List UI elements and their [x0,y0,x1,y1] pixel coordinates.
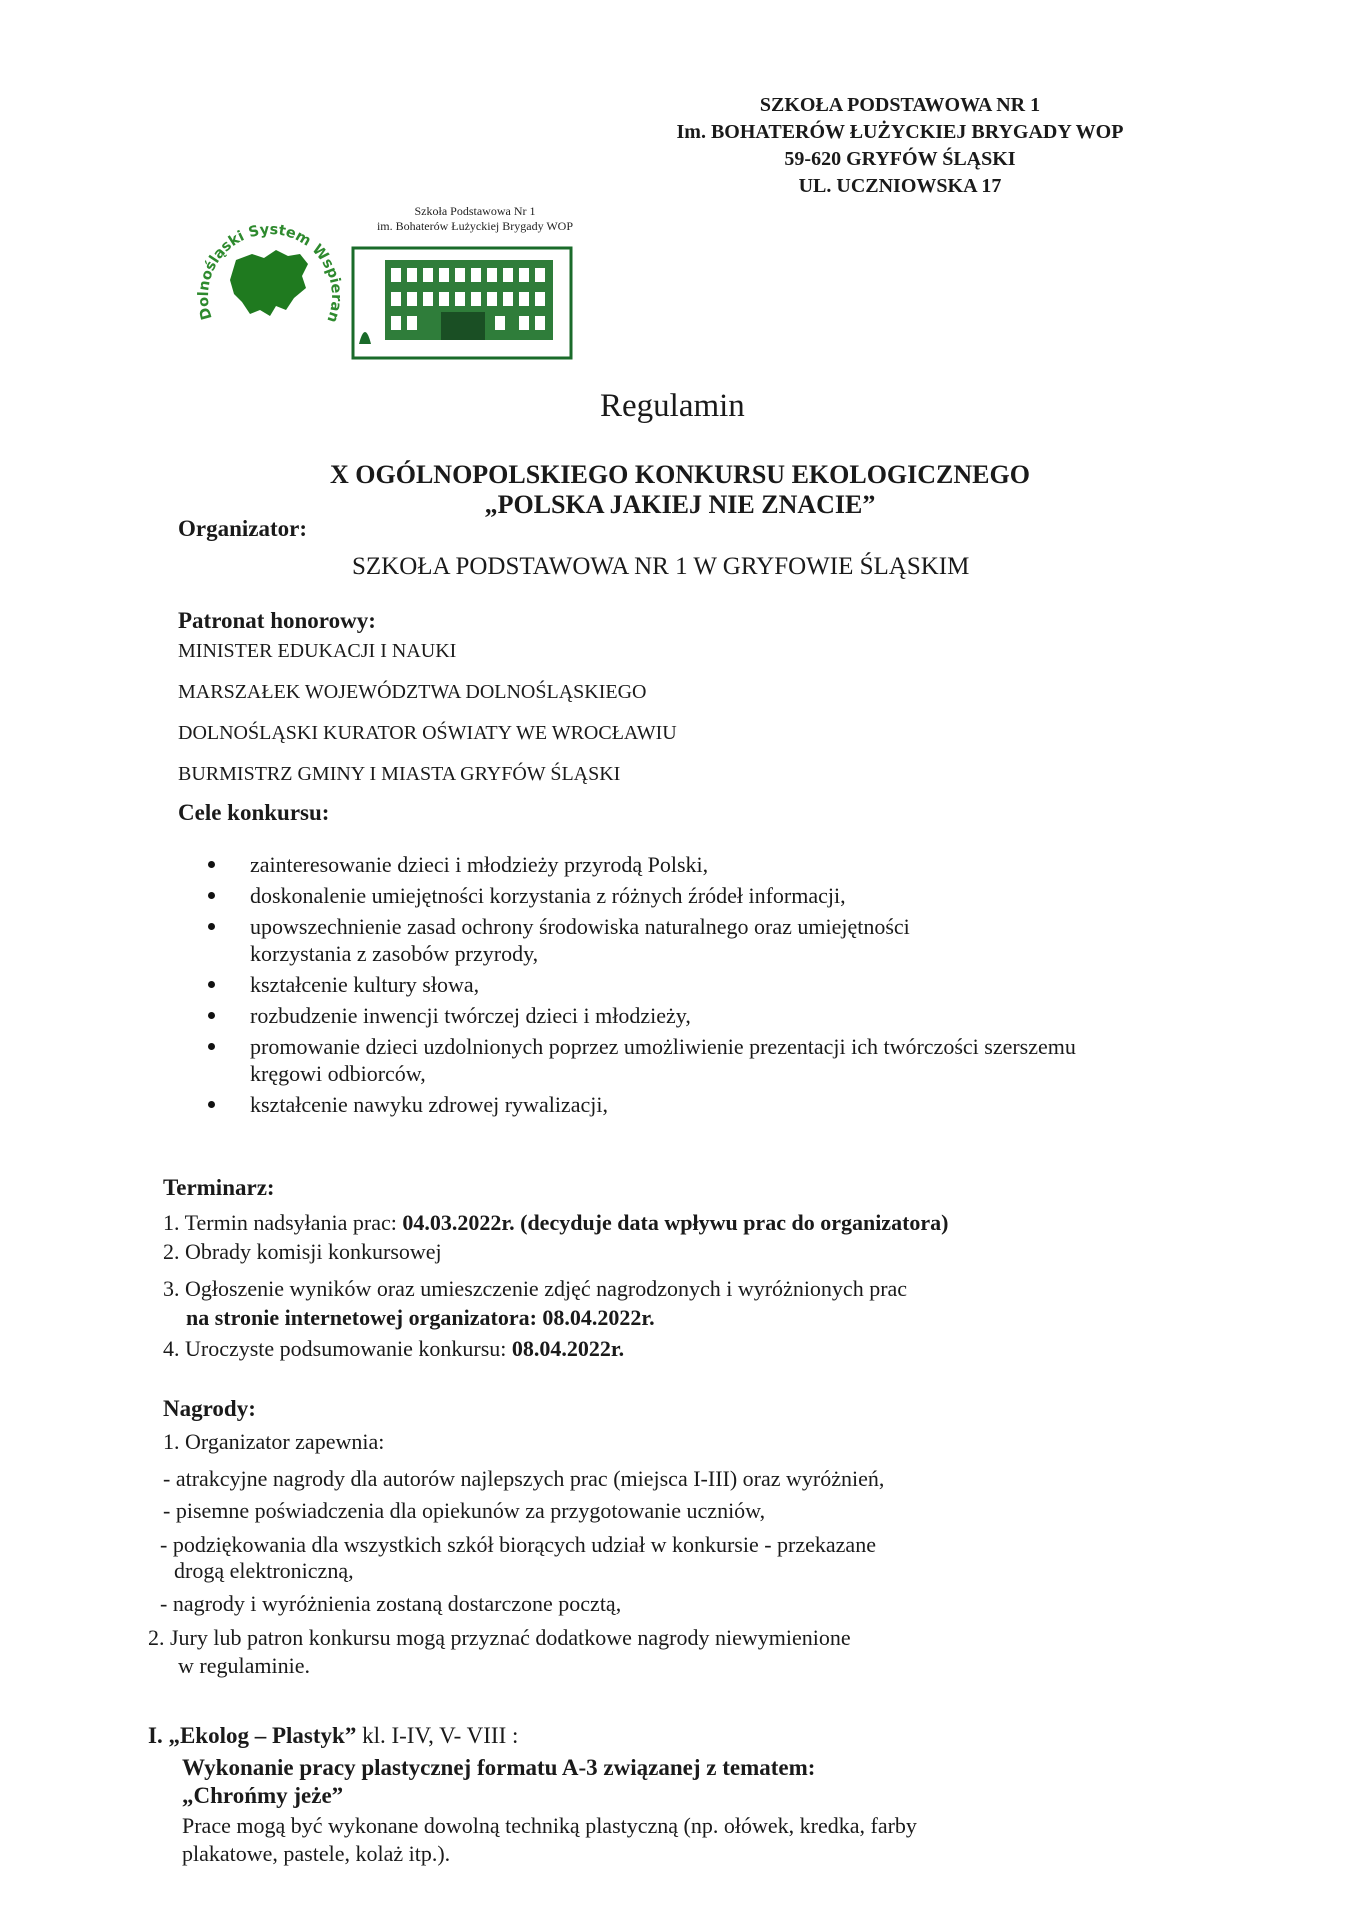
school-building-image [345,234,605,372]
category-1-theme: „Chrońmy jeże” [182,1783,344,1808]
patronage-label: Patronat honorowy: [178,608,376,633]
contest-title-line-1: X OGÓLNOPOLSKIEGO KONKURSU EKOLOGICZNEGO [330,460,1030,489]
prizes-line: 1. Organizator zapewnia: [163,1429,385,1454]
dss-logo [190,198,350,378]
schedule-item-1: 1. Termin nadsyłania prac: 04.03.2022r. (decyduje data wpływu prac do organizatora) [163,1210,949,1235]
dss-logo-graphic [190,198,350,378]
prizes-line: w regulaminie. [178,1653,310,1678]
category-1-desc-1: Prace mogą być wykonane dowolną techniką plastyczną (np. ołówek, kredka, farby [182,1813,917,1838]
prizes-line: drogą elektroniczną, [174,1558,354,1583]
list-item: kształcenie kultury słowa, [208,971,1148,998]
patronage-item: DOLNOŚLĄSKI KURATOR OŚWIATY WE WROCŁAWIU [178,722,677,744]
patronage-item: BURMISTRZ GMINY I MIASTA GRYFÓW ŚLĄSKI [178,763,621,785]
schedule-item-2: 2. Obrady komisji konkursowej [163,1239,442,1264]
category-1-heading: I. „Ekolog – Plastyk” kl. I-IV, V- VIII : [148,1723,519,1748]
schedule-label: Terminarz: [163,1175,275,1200]
school-logo-caption-1: Szkoła Podstawowa Nr 1 [414,204,536,218]
list-item: zainteresowanie dzieci i młodzieży przyrodą Polski, [208,851,1148,878]
schedule-item-3: 3. Ogłoszenie wyników oraz umieszczenie zdjęć nagrodzonych i wyróżnionych prac [163,1276,908,1301]
organizer-value: SZKOŁA PODSTAWOWA NR 1 W GRYFOWIE ŚLĄSKIM [352,553,970,580]
school-street: UL. UCZNIOWSKA 17 [798,175,1002,197]
school-name: SZKOŁA PODSTAWOWA NR 1 [759,94,1041,116]
school-logo [345,204,605,374]
list-item: doskonalenie umiejętności korzystania z różnych źródeł informacji, [208,882,1148,909]
category-1-task: Wykonanie pracy plastycznej formatu A-3 związanej z tematem: [182,1755,816,1780]
school-city: 59-620 GRYFÓW ŚLĄSKI [784,148,1016,170]
contest-title-line-2: „POLSKA JAKIEJ NIE ZNACIE” [484,490,876,519]
goals-label: Cele konkursu: [178,800,330,825]
patronage-item: MINISTER EDUKACJI I NAUKI [178,640,457,662]
list-item: promowanie dzieci uzdolnionych poprzez umożliwienie prezentacji ich twórczości szerszemu kręgowi odbiorców, [208,1033,1150,1087]
goals-list [208,851,1148,1122]
dss-logo-text: Dolnośląski System Wspieran [195,221,345,325]
school-address [640,92,1160,200]
category-1-desc-2: plakatowe, pastele, kolaż itp.). [182,1841,451,1866]
prizes-line: 2. Jury lub patron konkursu mogą przyznać dodatkowe nagrody niewymienione [148,1625,851,1650]
prizes-line: - nagrody i wyróżnienia zostaną dostarczone pocztą, [160,1591,622,1616]
prizes-line: - podziękowania dla wszystkich szkół biorących udział w konkursie - przekazane [160,1532,876,1557]
document-title: Regulamin [600,388,745,424]
prizes-line: - atrakcyjne nagrody dla autorów najlepszych prac (miejsca I-III) oraz wyróżnień, [163,1466,885,1491]
list-item: kształcenie nawyku zdrowej rywalizacji, [208,1091,1148,1118]
prizes-label: Nagrody: [163,1396,256,1421]
list-item: rozbudzenie inwencji twórczej dzieci i młodzieży, [208,1002,1148,1029]
prizes-line: - pisemne poświadczenia dla opiekunów za przygotowanie uczniów, [163,1498,766,1523]
school-logo-caption-2: im. Bohaterów Łużyckiej Brygady WOP [376,219,574,233]
organizer-label: Organizator: [178,516,308,541]
patronage-item: MARSZAŁEK WOJEWÓDZTWA DOLNOŚLĄSKIEGO [178,681,647,703]
school-patron: Im. BOHATERÓW ŁUŻYCKIEJ BRYGADY WOP [676,121,1124,143]
schedule-item-4: 4. Uroczyste podsumowanie konkursu: 08.04.2022r. [163,1336,625,1361]
contest-title [280,460,1080,520]
list-item: upowszechnienie zasad ochrony środowiska naturalnego oraz umiejętności korzystania z zasobów przyrody, [208,913,910,967]
schedule-item-3-bold: na stronie internetowej organizatora: 08.04.2022r. [186,1305,655,1330]
